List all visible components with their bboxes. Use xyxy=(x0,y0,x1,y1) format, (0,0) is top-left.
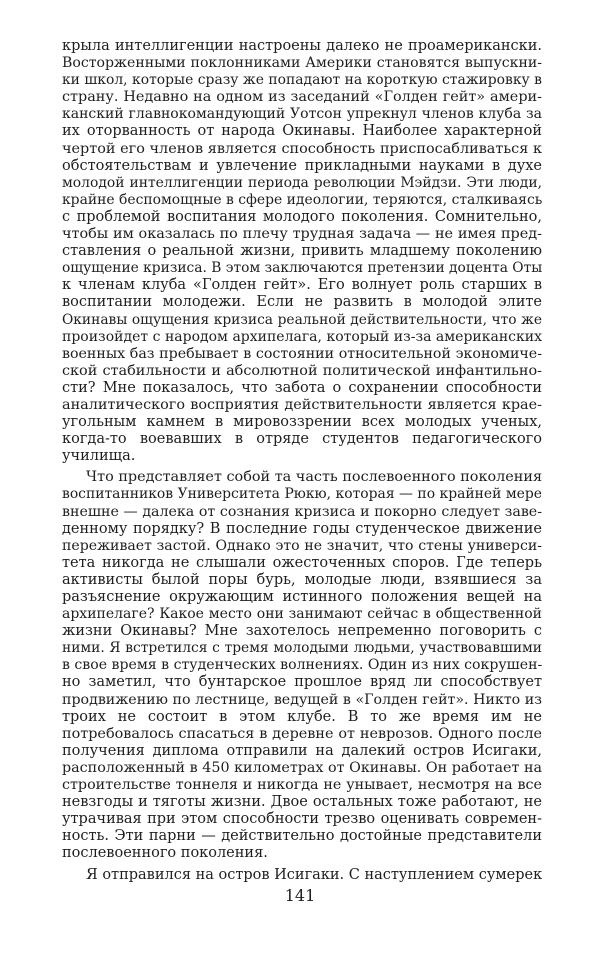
text-line: к членам клуба «Голден гейт». Его волнует роль старших в xyxy=(62,277,542,294)
text-line: переживает застой. Однако это не значит, что стены универси- xyxy=(62,537,542,554)
text-line: военных баз пребывает в состоянии относительной экономиче- xyxy=(62,345,542,362)
text-line: ность. Эти парни — действительно достойные представители xyxy=(62,828,542,845)
text-line: тета никогда не слышали ожесточенных споров. Где теперь xyxy=(62,554,542,571)
paragraph xyxy=(62,867,542,884)
text-line: ки школ, которые сразу же попадают на короткую стажировку в xyxy=(62,72,542,89)
text-line: ними. Я встретился с тремя молодыми людьми, участвовавшими xyxy=(62,640,542,657)
text-line: ставления о реальной жизни, привить младшему поколению xyxy=(62,243,542,260)
text-line: внешне — далека от сознания кризиса и покорно следует заве- xyxy=(62,503,542,520)
text-line: Окинавы ощущения кризиса реальной действительности, что же xyxy=(62,311,542,328)
text-line: чтобы им оказалась по плечу трудная задача — не имея пред- xyxy=(62,226,542,243)
text-line: разъяснение окружающим истинного положения вещей на xyxy=(62,589,542,605)
text-line: воспитанников Университета Рюкю, которая — по крайней мере xyxy=(62,486,542,503)
text-line: архипелаге? Какое место они занимают сейчас в общественной xyxy=(62,606,542,623)
text-line: обстоятельствам и увлечение прикладными науками в духе xyxy=(62,157,542,174)
text-line: продвижению по лестнице, ведущей в «Голден гейт». Никто из xyxy=(62,691,542,708)
text-line: послевоенного поколения. xyxy=(62,845,268,862)
text-line: крайне беспомощные в сфере идеологии, теряются, сталкиваясь xyxy=(62,191,543,208)
text-line: сти? Мне показалось, что забота о сохранении способности xyxy=(62,379,542,396)
text-line: троих не состоит в этом клубе. В то же время им не xyxy=(62,708,542,725)
paragraph xyxy=(62,38,542,465)
text-line: Восторженными поклонниками Америки становятся выпускни- xyxy=(62,55,542,72)
text-line: Я отправился на остров Исигаки. С наступлением сумерек xyxy=(86,866,543,883)
text-line: невзгоды и тяготы жизни. Двое остальных тоже работают, не xyxy=(62,794,542,811)
text-line: их оторванность от народа Окинавы. Наиболее характерной xyxy=(62,123,542,140)
text-line: ской стабильности и абсолютной политической инфантильно- xyxy=(62,362,542,379)
text-line: произойдет с народом архипелага, который из-за американских xyxy=(62,328,542,345)
text-line: расположенный в 450 километрах от Окинавы. Он работает на xyxy=(62,759,542,776)
text-line: но заметил, что бунтарское прошлое вряд ли способствует xyxy=(62,674,542,691)
text-line: денному порядку? В последние годы студенческое движение xyxy=(62,520,542,537)
text-line: воспитании молодежи. Если не развить в молодой элите xyxy=(62,294,542,311)
text-line: училища. xyxy=(62,448,136,465)
text-line: Что представляет собой та часть послевоенного поколения xyxy=(86,469,543,486)
text-line: крыла интеллигенции настроены далеко не проамерикански. xyxy=(62,38,542,54)
text-line: страну. Недавно на одном из заседаний «Голден гейт» амери- xyxy=(62,89,542,106)
text-line: ощущение кризиса. В этом заключаются претензии доцента Оты xyxy=(62,260,543,277)
text-line: канский главнокомандующий Уотсон упрекнул членов клуба за xyxy=(62,106,542,123)
text-line: утрачивая при этом способности трезво оценивать современ- xyxy=(62,811,542,828)
text-line: аналитического восприятия действительности является крае- xyxy=(62,396,542,413)
text-line: активисты былой поры бурь, молодые люди, взявшиеся за xyxy=(62,571,542,588)
text-line: получения диплома отправили на далекий остров Исигаки, xyxy=(62,742,542,759)
text-line: когда-то воевавших в отряде студентов педагогического xyxy=(62,431,542,448)
text-line: потребовалось спасаться в деревне от неврозов. Одного после xyxy=(62,725,542,742)
text-line: жизни Окинавы? Мне захотелось непременно поговорить с xyxy=(62,623,542,640)
text-line: в свое время в студенческих волнениях. Один из них сокрушен- xyxy=(62,657,543,674)
body-text xyxy=(62,38,542,884)
text-line: строительстве тоннеля и никогда не унывает, несмотря на все xyxy=(62,777,542,794)
text-line: молодой интеллигенции периода революции Мэйдзи. Эти люди, xyxy=(62,174,542,191)
page-number: 141 xyxy=(284,886,316,905)
paragraph xyxy=(62,469,542,862)
text-line: угольным камнем в мировоззрении всех молодых ученых, xyxy=(62,414,542,431)
text-line: чертой его членов является способность приспосабливаться к xyxy=(62,140,542,157)
text-line: с проблемой воспитания молодого поколения. Сомнительно, xyxy=(62,208,542,225)
